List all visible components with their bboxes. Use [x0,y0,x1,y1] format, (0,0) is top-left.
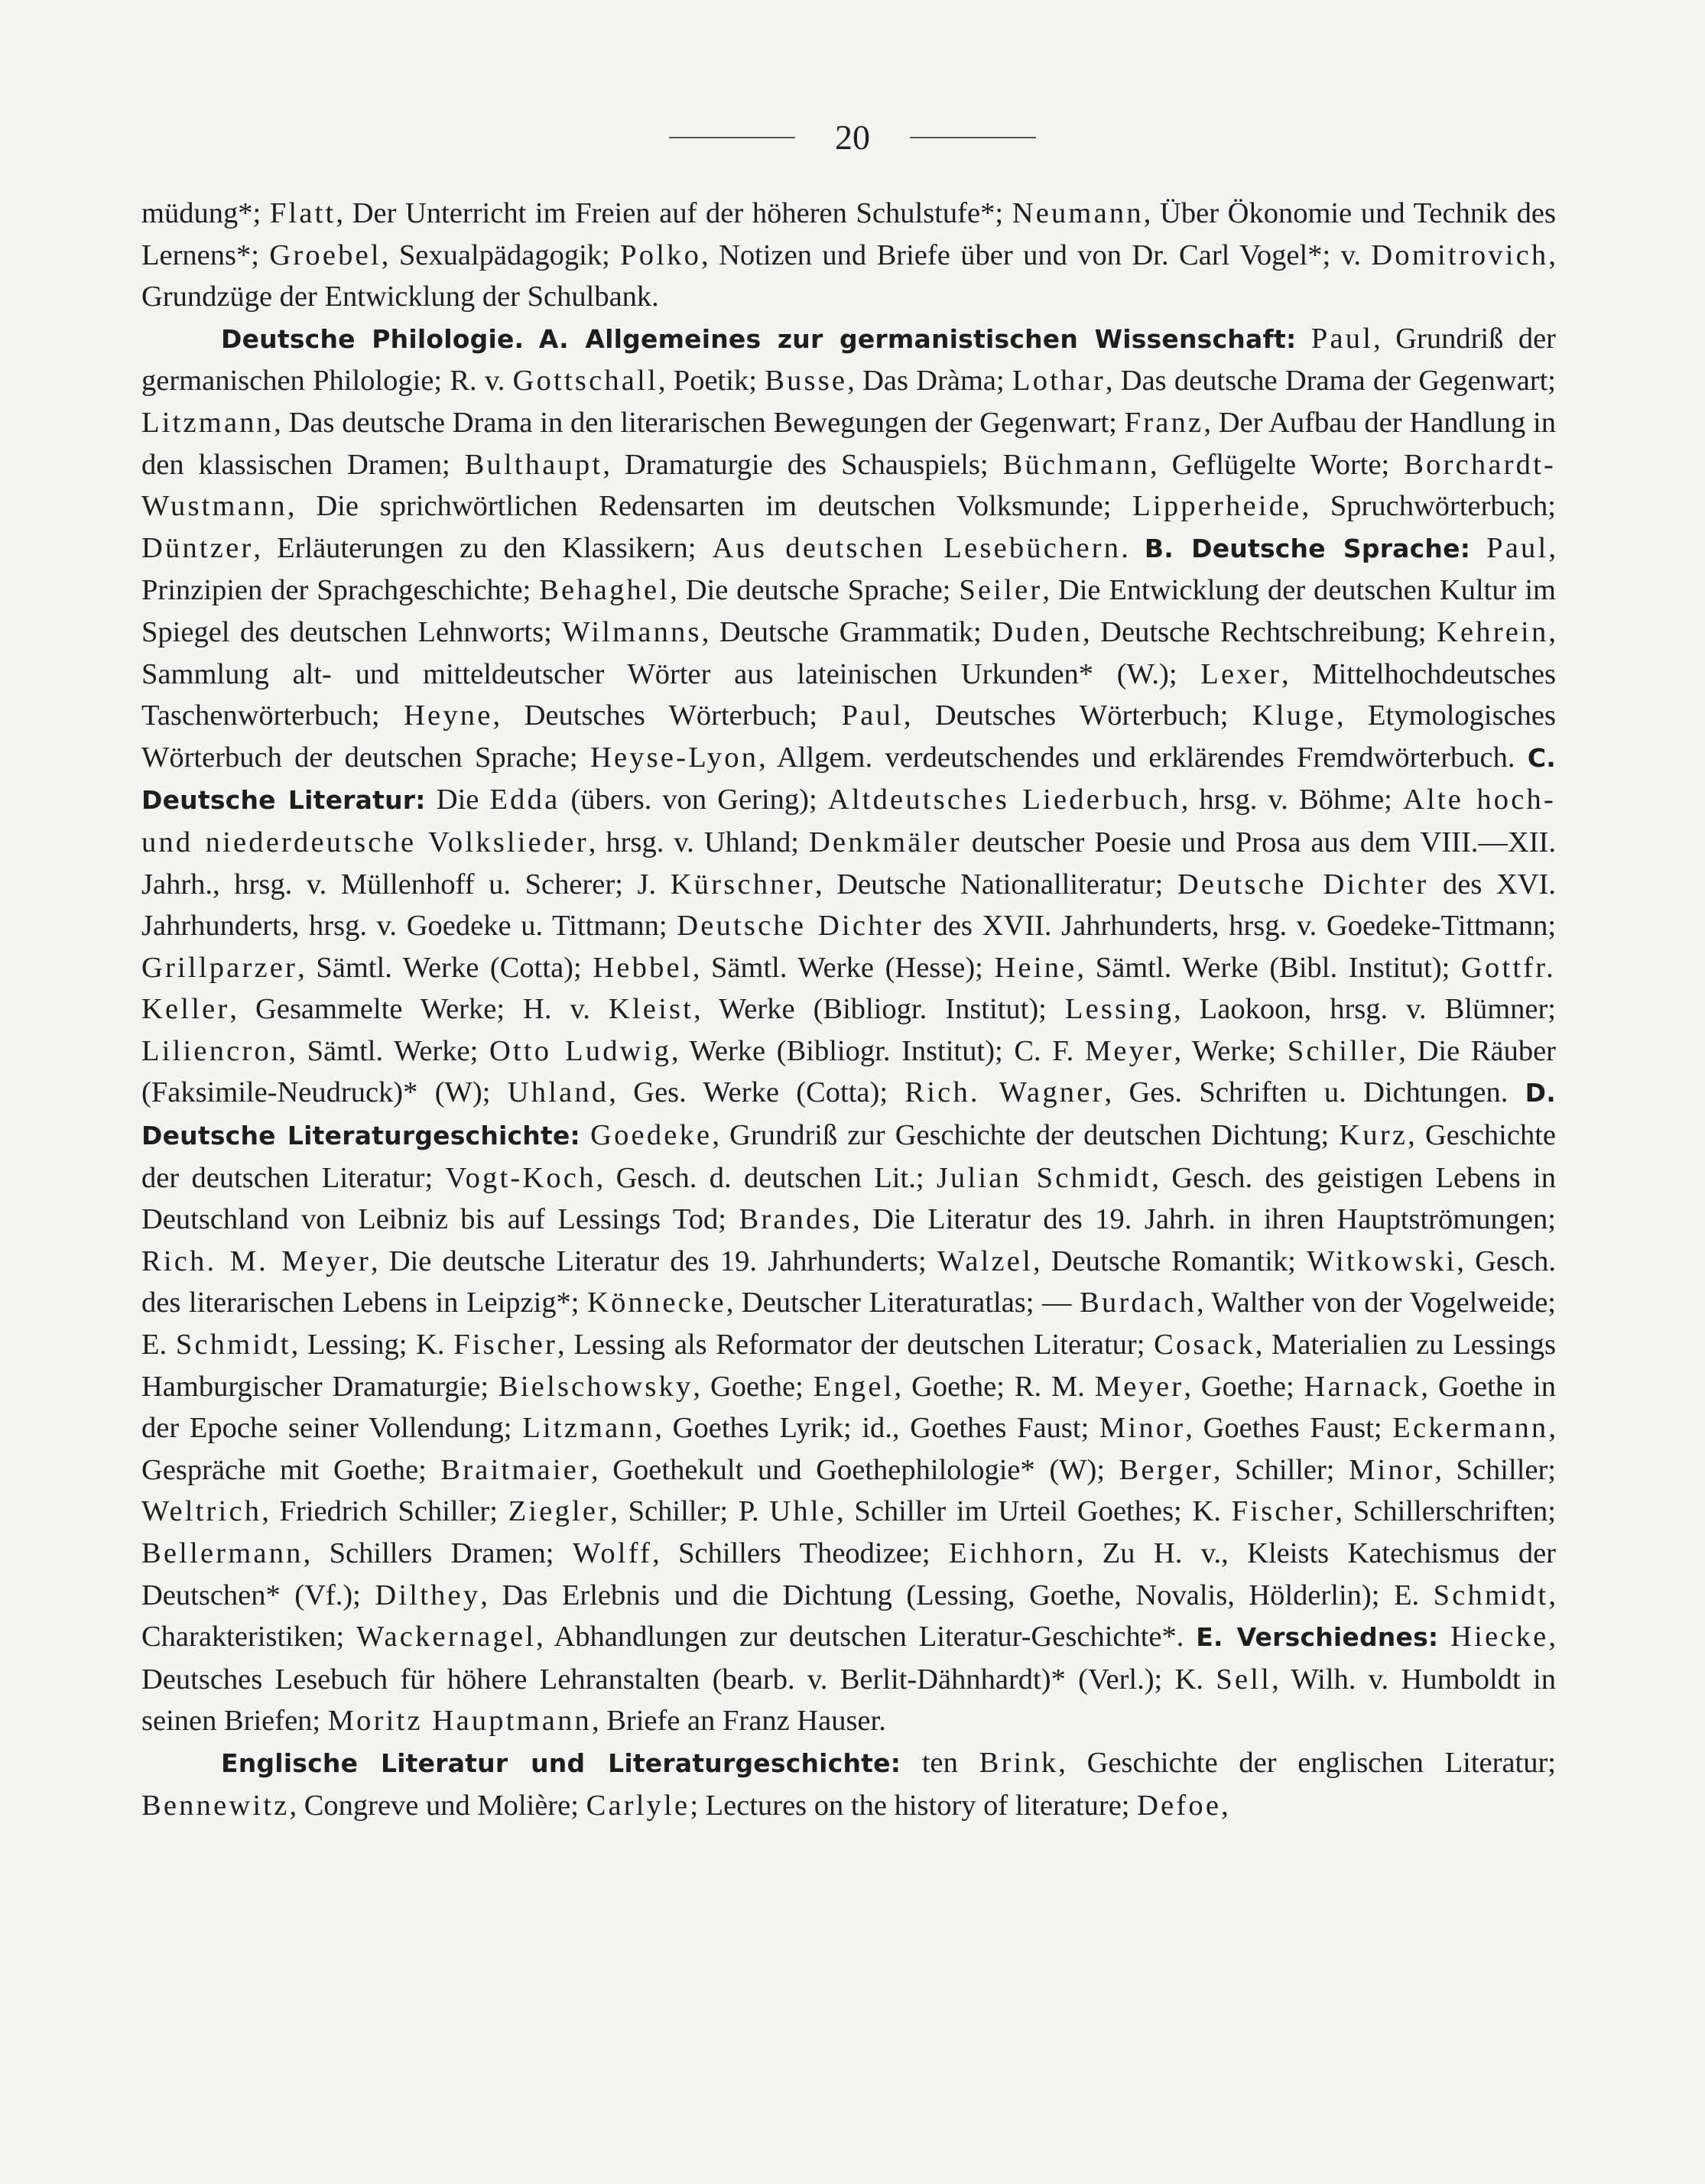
text-run: , Gesch. des geistigen Lebens in Deutschland von Leibniz bis auf Lessings Tod; [141,1161,1557,1236]
text-run: , hrsg. v. Böhme; [1181,784,1403,816]
author-name: Defoe [1137,1789,1222,1822]
author-name: Sell [1216,1663,1272,1696]
text-run: , Dramaturgie des Schauspiels; [602,448,1003,481]
author-name: Bielschowsky [499,1370,693,1403]
author-name: Kürschner [670,868,815,901]
text-run: , Spruchwörterbuch; [1301,490,1556,523]
text-run: , Goethes Lyrik; id., Goethes Faust; [654,1412,1099,1445]
text-run: , Sexualpädagogik; [381,239,621,271]
text-run: , Prinzipien der Sprachgeschichte; [141,531,1556,607]
author-name: Minor [1099,1412,1186,1445]
body-text [141,193,1556,1826]
author-name: Könnecke [587,1287,726,1319]
text-run: Die [425,784,490,816]
author-name: Heine [994,951,1077,984]
text-run: , Schiller; [1434,1453,1556,1486]
section-heading: Englische Literatur und Literaturgeschichte: [221,1748,901,1778]
text-run: , Geschichte der deutschen Literatur; [141,1119,1556,1194]
section-heading: Deutsche Philologie. [221,323,524,354]
author-name: Eichhorn [948,1537,1077,1569]
text-run: , Deutsches Wörterbuch; [903,699,1252,732]
text-run: , Das deutsche Drama in den literarischen Bewegungen der Gegenwart; [274,406,1125,439]
text-run: , Lessing als Reformator der deutschen Literatur; [557,1329,1155,1361]
author-name: Dilthey [375,1579,481,1611]
author-name: Altdeutsches Liederbuch [827,784,1181,816]
author-name: Groebel [269,239,382,271]
text-run [524,323,538,355]
text-run: , Gesch. d. deutschen Lit.; [596,1161,937,1194]
author-name: Weltrich [141,1495,262,1528]
author-name: Julian Schmidt [936,1161,1152,1194]
text-run: , Werke; [1174,1034,1288,1067]
text-run: , Goethes Faust; [1185,1412,1393,1445]
text-run: , [1221,1789,1229,1822]
text-run: , Die sprichwörtlichen Redensarten im deutschen Volksmunde; [287,490,1133,523]
section-heading: E. Verschiednes: [1196,1622,1439,1653]
text-run: , Ges. Schriften u. Dichtungen. [1104,1076,1525,1109]
author-name: Walzel [937,1245,1033,1277]
author-name: Lothar [1012,365,1106,398]
paragraph-deutsche-philologie [141,318,1556,1742]
text-run: , Geflügelte Worte; [1150,448,1405,481]
author-name: Kleist [608,993,694,1026]
text-run: , Gesch. des literarischen Lebens in Leipzig*; [141,1245,1556,1319]
author-name: Braitmaier [440,1453,592,1486]
author-name: Hiecke [1450,1621,1549,1653]
author-name: Berger [1119,1453,1213,1486]
author-name: Moritz Hauptmann [327,1705,592,1738]
text-run: , Schillers Dramen; [303,1537,573,1569]
author-name: Kluge [1252,699,1336,732]
author-name: Witkowski [1307,1245,1457,1277]
text-run: , Werke (Bibliogr. Institut); [693,993,1065,1026]
author-name: Fischer [1231,1495,1336,1528]
author-name: Grillparzer [141,951,298,984]
author-name: Lessing [1064,993,1174,1026]
section-heading: D. Deutsche Literaturgeschichte: [141,1078,1557,1151]
text-run: , Ges. Werke (Cotta); [609,1076,905,1109]
author-name: Harnack [1304,1370,1421,1403]
text-run [1470,532,1486,564]
text-run: , Deutsche Rechtschreibung; [1082,615,1437,648]
text-run: , Schillers Theodizee; [652,1537,949,1569]
text-run: des XVII. Jahrhunderts, hrsg. v. Goedeke-Tittmann; [923,910,1557,943]
text-run: , Sammlung alt- und mitteldeutscher Wörter aus lateinischen Urkunden* (W.); [141,615,1557,690]
author-name: Behaghel [539,574,671,607]
text-run: , Sämtl. Werke (Hesse); [692,951,995,984]
author-name: Brandes [739,1203,853,1236]
author-name: Schmidt [175,1329,291,1361]
text-run [580,1119,590,1151]
author-name: Litzmann [141,406,274,439]
author-name: Borchardt-Wustmann [141,448,1557,523]
author-name: Rich. M. Meyer [141,1245,371,1277]
author-name: Kehrein [1437,615,1549,648]
author-name: Aus deutschen Lesebüchern [712,531,1122,564]
text-run: , Schiller; P. [610,1495,770,1528]
section-heading: A. Allgemeines zur germanistischen Wissenschaft: [538,323,1297,354]
text-run: , Grundriß zur Geschichte der deutschen Dichtung; [712,1119,1340,1152]
text-run: . [1121,531,1145,564]
author-name: Uhle [769,1495,837,1528]
text-run: , Notizen und Briefe über und von Dr. Carl Vogel*; v. [701,239,1372,271]
author-name: Domitrovich [1371,239,1549,271]
text-run: , Die Entwicklung der deutschen Kultur im Spiegel des deutschen Lehnworts; [141,574,1556,648]
author-name: Burdach [1080,1287,1197,1319]
text-run: , Deutsche Grammatik; [701,615,992,648]
text-run: , Das Erlebnis und die Dichtung (Lessing, Goethe, Novalis, Hölderlin); E. [480,1579,1434,1611]
text-run: , Deutscher Literaturatlas; — [726,1287,1080,1319]
text-run: , Briefe an Franz Hauser. [591,1705,886,1738]
text-run: , Die deutsche Sprache; [670,574,960,607]
text-run: , Goethe; R. M. [894,1370,1095,1403]
text-run: , Grundriß der germanischen Philologie; R. v. [141,322,1556,398]
text-run: (übers. von Gering); [560,784,828,816]
text-run: , Grundzüge der Entwicklung der Schulbank. [141,239,1556,313]
text-run: , Materialien zu Lessings Hamburgischer Dramaturgie; [141,1329,1556,1403]
text-run: , Friedrich Schiller; [261,1495,508,1528]
text-run: , Wilh. v. Humboldt in seinen Briefen; [141,1663,1556,1738]
author-name: Lipperheide [1132,490,1302,523]
text-run: , Walther von der Vogelweide; E. [141,1287,1556,1361]
author-name: Ziegler [508,1495,611,1528]
author-name: Büchmann [1002,448,1151,481]
author-name: Heyne [404,699,493,732]
author-name: Otto Ludwig [489,1034,672,1067]
author-name: Flatt [269,197,336,229]
author-name: Edda [489,784,560,816]
text-run: , Allgem. verdeutschendes und erklärendes Fremdwörterbuch. [758,741,1528,774]
author-name: Duden [992,615,1083,648]
author-name: Paul [1486,531,1549,564]
text-run: müdung*; [141,197,270,229]
author-name: Liliencron [141,1034,289,1067]
paragraph-englische-literatur [141,1742,1556,1826]
author-name: Rich. Wagner [904,1076,1105,1109]
author-name: Wackernagel [356,1621,537,1653]
text-run: , Sämtl. Werke; [288,1034,489,1067]
text-run: , Die deutsche Literatur des 19. Jahrhunderts; [370,1245,937,1277]
text-run: , Zu H. v., Kleists Katechismus der Deutschen* (Vf.); [141,1537,1556,1611]
author-name: Denkmäler [808,826,962,858]
text-run: , Lessing; K. [291,1329,454,1361]
text-run: , Deutsches Lesebuch für höhere Lehranstalten (bearb. v. Berlit-Dähnhardt)* (Verl.); K. [141,1621,1557,1696]
text-run: , Schillerschriften; [1335,1495,1556,1528]
text-run: , Goethekult und Goethephilologie* (W); [591,1453,1119,1486]
text-run: , Werke (Bibliogr. Institut); C. F. [671,1034,1085,1067]
author-name: Deutsche Dichter [677,910,924,943]
text-run [1296,323,1310,355]
text-run: , Gespräche mit Goethe; [141,1412,1557,1486]
author-name: Gottfr. Keller [141,951,1556,1026]
text-run: , Das Dràma; [847,365,1013,398]
text-run: , Goethe; [1184,1370,1304,1403]
author-name: Bulthaupt [464,448,603,481]
text-run: , Deutsche Nationalliteratur; [814,868,1177,901]
text-run: des XVI. Jahrhunderts, hrsg. v. Goedeke u. Tittmann; [141,868,1556,943]
text-run: , Sämtl. Werke (Bibl. Institut); [1077,951,1461,984]
text-run: deutscher Poesie und Prosa aus dem VIII.—XII. Jahrh., hrsg. v. Müllenhoff u. Scherer; J. [141,826,1556,901]
text-run: , Congreve und Molière; [289,1789,586,1822]
author-name: Seiler [959,574,1043,607]
author-name: Kurz [1339,1119,1408,1152]
text-run: , Geschichte der englischen Literatur; [1058,1746,1556,1779]
author-name: Engel [813,1370,895,1403]
author-name: Paul [1310,322,1374,355]
text-run: , hrsg. v. Uhland; [588,826,809,858]
header-rule-left [669,137,795,138]
text-run: , Abhandlungen zur deutschen Literatur-Geschichte*. [536,1621,1197,1653]
author-name: Meyer [1084,1034,1174,1067]
author-name: Carlyle [586,1789,690,1822]
text-run: , Etymologisches Wörterbuch der deutschen Sprache; [141,699,1556,774]
text-run: ten [901,1746,979,1779]
author-name: Cosack [1154,1329,1255,1361]
text-run: , Poetik; [658,365,765,398]
section-heading: C. Deutsche Literatur: [141,742,1556,816]
text-run: , Über Ökonomie und Technik des Lernens*; [141,197,1557,271]
text-run: , Gesammelte Werke; H. v. [229,993,609,1026]
author-name: Vogt-Koch [445,1161,596,1194]
author-name: Bellermann [141,1537,304,1569]
header-rule-right [910,137,1036,138]
text-run: , Deutsche Romantik; [1032,1245,1307,1277]
text-run: , Charakteristiken; [141,1579,1556,1653]
author-name: Bennewitz [141,1789,290,1822]
page-number: 20 [835,118,870,157]
text-run [1438,1621,1450,1653]
author-name: Fischer [453,1329,558,1361]
paragraph-continuation [141,193,1556,318]
text-run: , Goethe in der Epoche seiner Vollendung; [141,1370,1556,1445]
author-name: Uhland [507,1076,609,1109]
text-run: , Schiller; [1213,1453,1349,1486]
author-name: Franz [1124,406,1204,439]
text-run: , Die Räuber (Faksimile-Neudruck)* (W); [141,1034,1556,1109]
author-name: Wilmanns [562,615,702,648]
author-name: Hebbel [593,951,693,984]
author-name: Minor [1349,1453,1435,1486]
author-name: Busse [765,365,848,398]
text-run: , Die Literatur des 19. Jahrh. in ihren Hauptströmungen; [852,1203,1556,1236]
author-name: Heyse-Lyon [589,741,759,774]
text-run: , Sämtl. Werke (Cotta); [297,951,593,984]
author-name: Deutsche Dichter [1177,868,1429,901]
author-name: Alte hoch- und niederdeutsche Volkslieder [141,784,1557,858]
author-name: Lexer [1200,657,1282,690]
text-run: , Mittelhochdeutsches Taschenwörterbuch; [141,657,1557,732]
page-header [0,115,1705,161]
text-run: , Laokoon, hrsg. v. Blümner; [1174,993,1557,1026]
author-name: Schiller [1287,1034,1399,1067]
text-run: , Der Unterricht im Freien auf der höheren Schulstufe*; [336,197,1012,229]
author-name: Schmidt [1433,1579,1549,1611]
author-name: Litzmann [522,1412,655,1445]
text-run: ; Lectures on the history of literature; [690,1789,1138,1822]
text-run: , Goethe; [693,1370,814,1403]
text-run: , Schiller im Urteil Goethes; K. [836,1495,1232,1528]
section-heading: B. Deutsche Sprache: [1144,533,1471,563]
text-run: , Das deutsche Drama der Gegenwart; [1105,365,1556,398]
author-name: Eckermann [1392,1412,1549,1445]
author-name: Neumann [1012,197,1144,229]
author-name: Polko [620,239,702,271]
author-name: Wolff [572,1537,653,1569]
text-run: , Erläuterungen zu den Klassikern; [253,531,713,564]
author-name: Paul [841,699,904,732]
text-run: , Deutsches Wörterbuch; [492,699,842,732]
author-name: Brink [979,1746,1059,1779]
author-name: Gottschall [512,365,658,398]
author-name: Meyer [1094,1370,1184,1403]
author-name: Goedeke [590,1119,713,1152]
author-name: Düntzer [141,531,254,564]
text-run: , Der Aufbau der Handlung in den klassischen Dramen; [141,406,1556,481]
